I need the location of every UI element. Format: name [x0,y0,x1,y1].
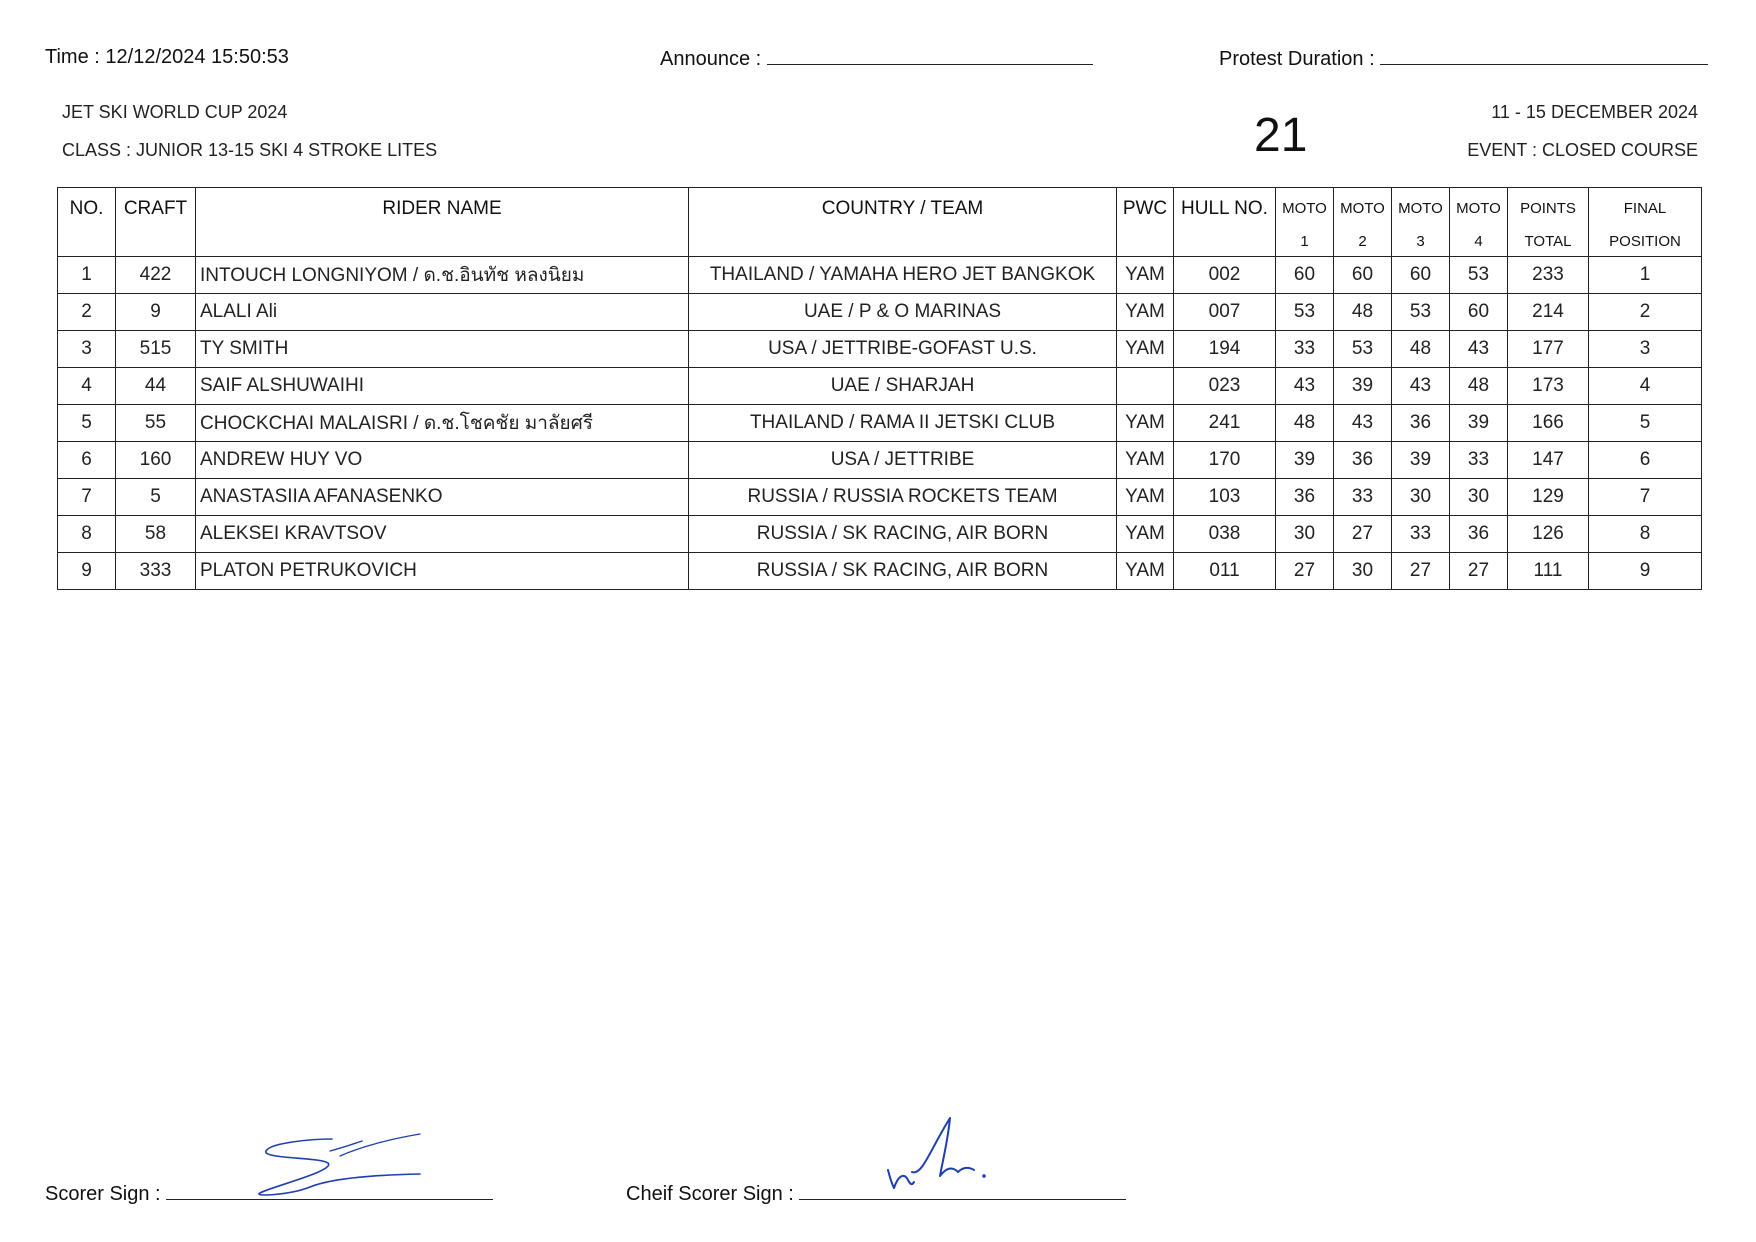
table-row [58,331,1702,368]
table-row [58,405,1702,442]
cell-moto3: 48 [1392,331,1450,368]
time-value: 12/12/2024 15:50:53 [105,46,289,68]
time-label: Time : [45,46,100,68]
time-stamp [45,46,289,69]
cell-hull: 007 [1174,294,1276,331]
table-header-row [58,188,1702,257]
cell-team: USA / JETTRIBE [689,442,1117,479]
cell-moto1: 60 [1276,257,1334,294]
table-row [58,368,1702,405]
col-moto2-header: MOTO 2 [1334,188,1392,257]
cell-moto1: 30 [1276,516,1334,553]
cell-moto2: 43 [1334,405,1392,442]
cell-rider: TY SMITH [196,331,689,368]
col-pwc-header: PWC [1117,188,1174,257]
cell-no: 9 [58,553,116,590]
cell-moto3: 53 [1392,294,1450,331]
cell-moto2: 30 [1334,553,1392,590]
cell-final-position: 3 [1589,331,1702,368]
cell-points-total: 111 [1508,553,1589,590]
cell-no: 4 [58,368,116,405]
scorer-signature-image [250,1125,470,1205]
cell-pwc: YAM [1117,405,1174,442]
cell-moto3: 33 [1392,516,1450,553]
col-hull-header: HULL NO. [1174,188,1276,257]
cell-moto1: 33 [1276,331,1334,368]
cell-rider: ALALI Ali [196,294,689,331]
cell-moto1: 36 [1276,479,1334,516]
cell-moto4: 27 [1450,553,1508,590]
cell-final-position: 6 [1589,442,1702,479]
cell-points-total: 173 [1508,368,1589,405]
cell-rider: SAIF ALSHUWAIHI [196,368,689,405]
cell-final-position: 4 [1589,368,1702,405]
cell-final-position: 1 [1589,257,1702,294]
cell-points-total: 166 [1508,405,1589,442]
table-row [58,553,1702,590]
cell-craft: 333 [116,553,196,590]
chief-scorer-sign-field [626,1181,1126,1206]
cell-no: 6 [58,442,116,479]
cell-rider: CHOCKCHAI MALAISRI / ด.ช.โชคชัย มาลัยศรี [196,405,689,442]
announce-field [660,46,1093,71]
cell-moto4: 30 [1450,479,1508,516]
chief-scorer-signature-image [878,1110,1008,1200]
cell-craft: 5 [116,479,196,516]
cell-rider: ALEKSEI KRAVTSOV [196,516,689,553]
cell-pwc: YAM [1117,516,1174,553]
cell-points-total: 126 [1508,516,1589,553]
cell-team: RUSSIA / RUSSIA ROCKETS TEAM [689,479,1117,516]
cell-hull: 023 [1174,368,1276,405]
cell-team: RUSSIA / SK RACING, AIR BORN [689,553,1117,590]
cell-moto4: 36 [1450,516,1508,553]
cell-hull: 241 [1174,405,1276,442]
cell-points-total: 233 [1508,257,1589,294]
cell-craft: 515 [116,331,196,368]
cell-hull: 011 [1174,553,1276,590]
cell-team: UAE / SHARJAH [689,368,1117,405]
cell-points-total: 214 [1508,294,1589,331]
cell-moto4: 33 [1450,442,1508,479]
cell-rider: INTOUCH LONGNIYOM / ด.ช.อินทัช หลงนิยม [196,257,689,294]
cell-hull: 194 [1174,331,1276,368]
cell-pwc: YAM [1117,479,1174,516]
scorer-sign-label: Scorer Sign : [45,1183,161,1205]
event-dates: 11 - 15 DECEMBER 2024 [1491,102,1698,122]
cell-moto3: 36 [1392,405,1450,442]
cell-moto2: 39 [1334,368,1392,405]
cell-moto1: 39 [1276,442,1334,479]
cell-moto2: 53 [1334,331,1392,368]
cell-hull: 170 [1174,442,1276,479]
table-row [58,516,1702,553]
cell-final-position: 2 [1589,294,1702,331]
col-no-header: NO. [58,188,116,257]
cell-final-position: 8 [1589,516,1702,553]
event-type: EVENT : CLOSED COURSE [1467,140,1698,160]
announce-label: Announce : [660,48,762,70]
cell-craft: 422 [116,257,196,294]
col-moto3-header: MOTO 3 [1392,188,1450,257]
col-team-header: COUNTRY / TEAM [689,188,1117,257]
cell-no: 5 [58,405,116,442]
table-row [58,294,1702,331]
cell-craft: 55 [116,405,196,442]
announce-blank-line [767,46,1093,65]
cell-moto4: 60 [1450,294,1508,331]
results-body [58,257,1702,590]
cell-moto3: 39 [1392,442,1450,479]
cell-moto2: 33 [1334,479,1392,516]
cell-final-position: 5 [1589,405,1702,442]
table-row [58,479,1702,516]
cell-moto1: 53 [1276,294,1334,331]
cell-no: 1 [58,257,116,294]
cell-moto2: 60 [1334,257,1392,294]
cell-rider: ANDREW HUY VO [196,442,689,479]
cell-pwc: YAM [1117,553,1174,590]
cell-rider: PLATON PETRUKOVICH [196,553,689,590]
cell-team: THAILAND / RAMA II JETSKI CLUB [689,405,1117,442]
cell-rider: ANASTASIIA AFANASENKO [196,479,689,516]
cell-moto3: 43 [1392,368,1450,405]
cell-points-total: 147 [1508,442,1589,479]
cell-moto2: 27 [1334,516,1392,553]
cell-pwc: YAM [1117,257,1174,294]
cell-pwc [1117,368,1174,405]
cell-moto4: 53 [1450,257,1508,294]
table-row [58,442,1702,479]
protest-duration-field [1219,46,1708,71]
cell-moto2: 48 [1334,294,1392,331]
race-number: 21 [1254,109,1308,162]
cell-pwc: YAM [1117,331,1174,368]
cell-points-total: 177 [1508,331,1589,368]
chief-scorer-sign-label: Cheif Scorer Sign : [626,1183,794,1205]
cell-final-position: 7 [1589,479,1702,516]
cell-hull: 103 [1174,479,1276,516]
protest-label: Protest Duration : [1219,48,1375,70]
cell-moto4: 39 [1450,405,1508,442]
cell-team: USA / JETTRIBE-GOFAST U.S. [689,331,1117,368]
cell-team: THAILAND / YAMAHA HERO JET BANGKOK [689,257,1117,294]
event-class: CLASS : JUNIOR 13-15 SKI 4 STROKE LITES [62,140,438,160]
cell-no: 8 [58,516,116,553]
cell-moto1: 48 [1276,405,1334,442]
cell-no: 2 [58,294,116,331]
cell-craft: 44 [116,368,196,405]
event-name: JET SKI WORLD CUP 2024 [62,102,288,122]
cell-moto3: 27 [1392,553,1450,590]
protest-blank-line [1380,46,1708,65]
cell-team: RUSSIA / SK RACING, AIR BORN [689,516,1117,553]
col-points-header: POINTS TOTAL [1508,188,1589,257]
cell-craft: 160 [116,442,196,479]
cell-moto3: 30 [1392,479,1450,516]
table-row [58,257,1702,294]
cell-craft: 58 [116,516,196,553]
cell-team: UAE / P & O MARINAS [689,294,1117,331]
col-moto4-header: MOTO 4 [1450,188,1508,257]
cell-moto1: 27 [1276,553,1334,590]
cell-moto3: 60 [1392,257,1450,294]
cell-hull: 038 [1174,516,1276,553]
cell-pwc: YAM [1117,294,1174,331]
cell-pwc: YAM [1117,442,1174,479]
cell-moto2: 36 [1334,442,1392,479]
cell-points-total: 129 [1508,479,1589,516]
col-final-header: FINAL POSITION [1589,188,1702,257]
col-craft-header: CRAFT [116,188,196,257]
results-table [57,187,1702,590]
cell-moto4: 48 [1450,368,1508,405]
col-rider-header: RIDER NAME [196,188,689,257]
cell-moto4: 43 [1450,331,1508,368]
cell-craft: 9 [116,294,196,331]
col-moto1-header: MOTO 1 [1276,188,1334,257]
cell-hull: 002 [1174,257,1276,294]
cell-final-position: 9 [1589,553,1702,590]
cell-no: 7 [58,479,116,516]
cell-no: 3 [58,331,116,368]
cell-moto1: 43 [1276,368,1334,405]
